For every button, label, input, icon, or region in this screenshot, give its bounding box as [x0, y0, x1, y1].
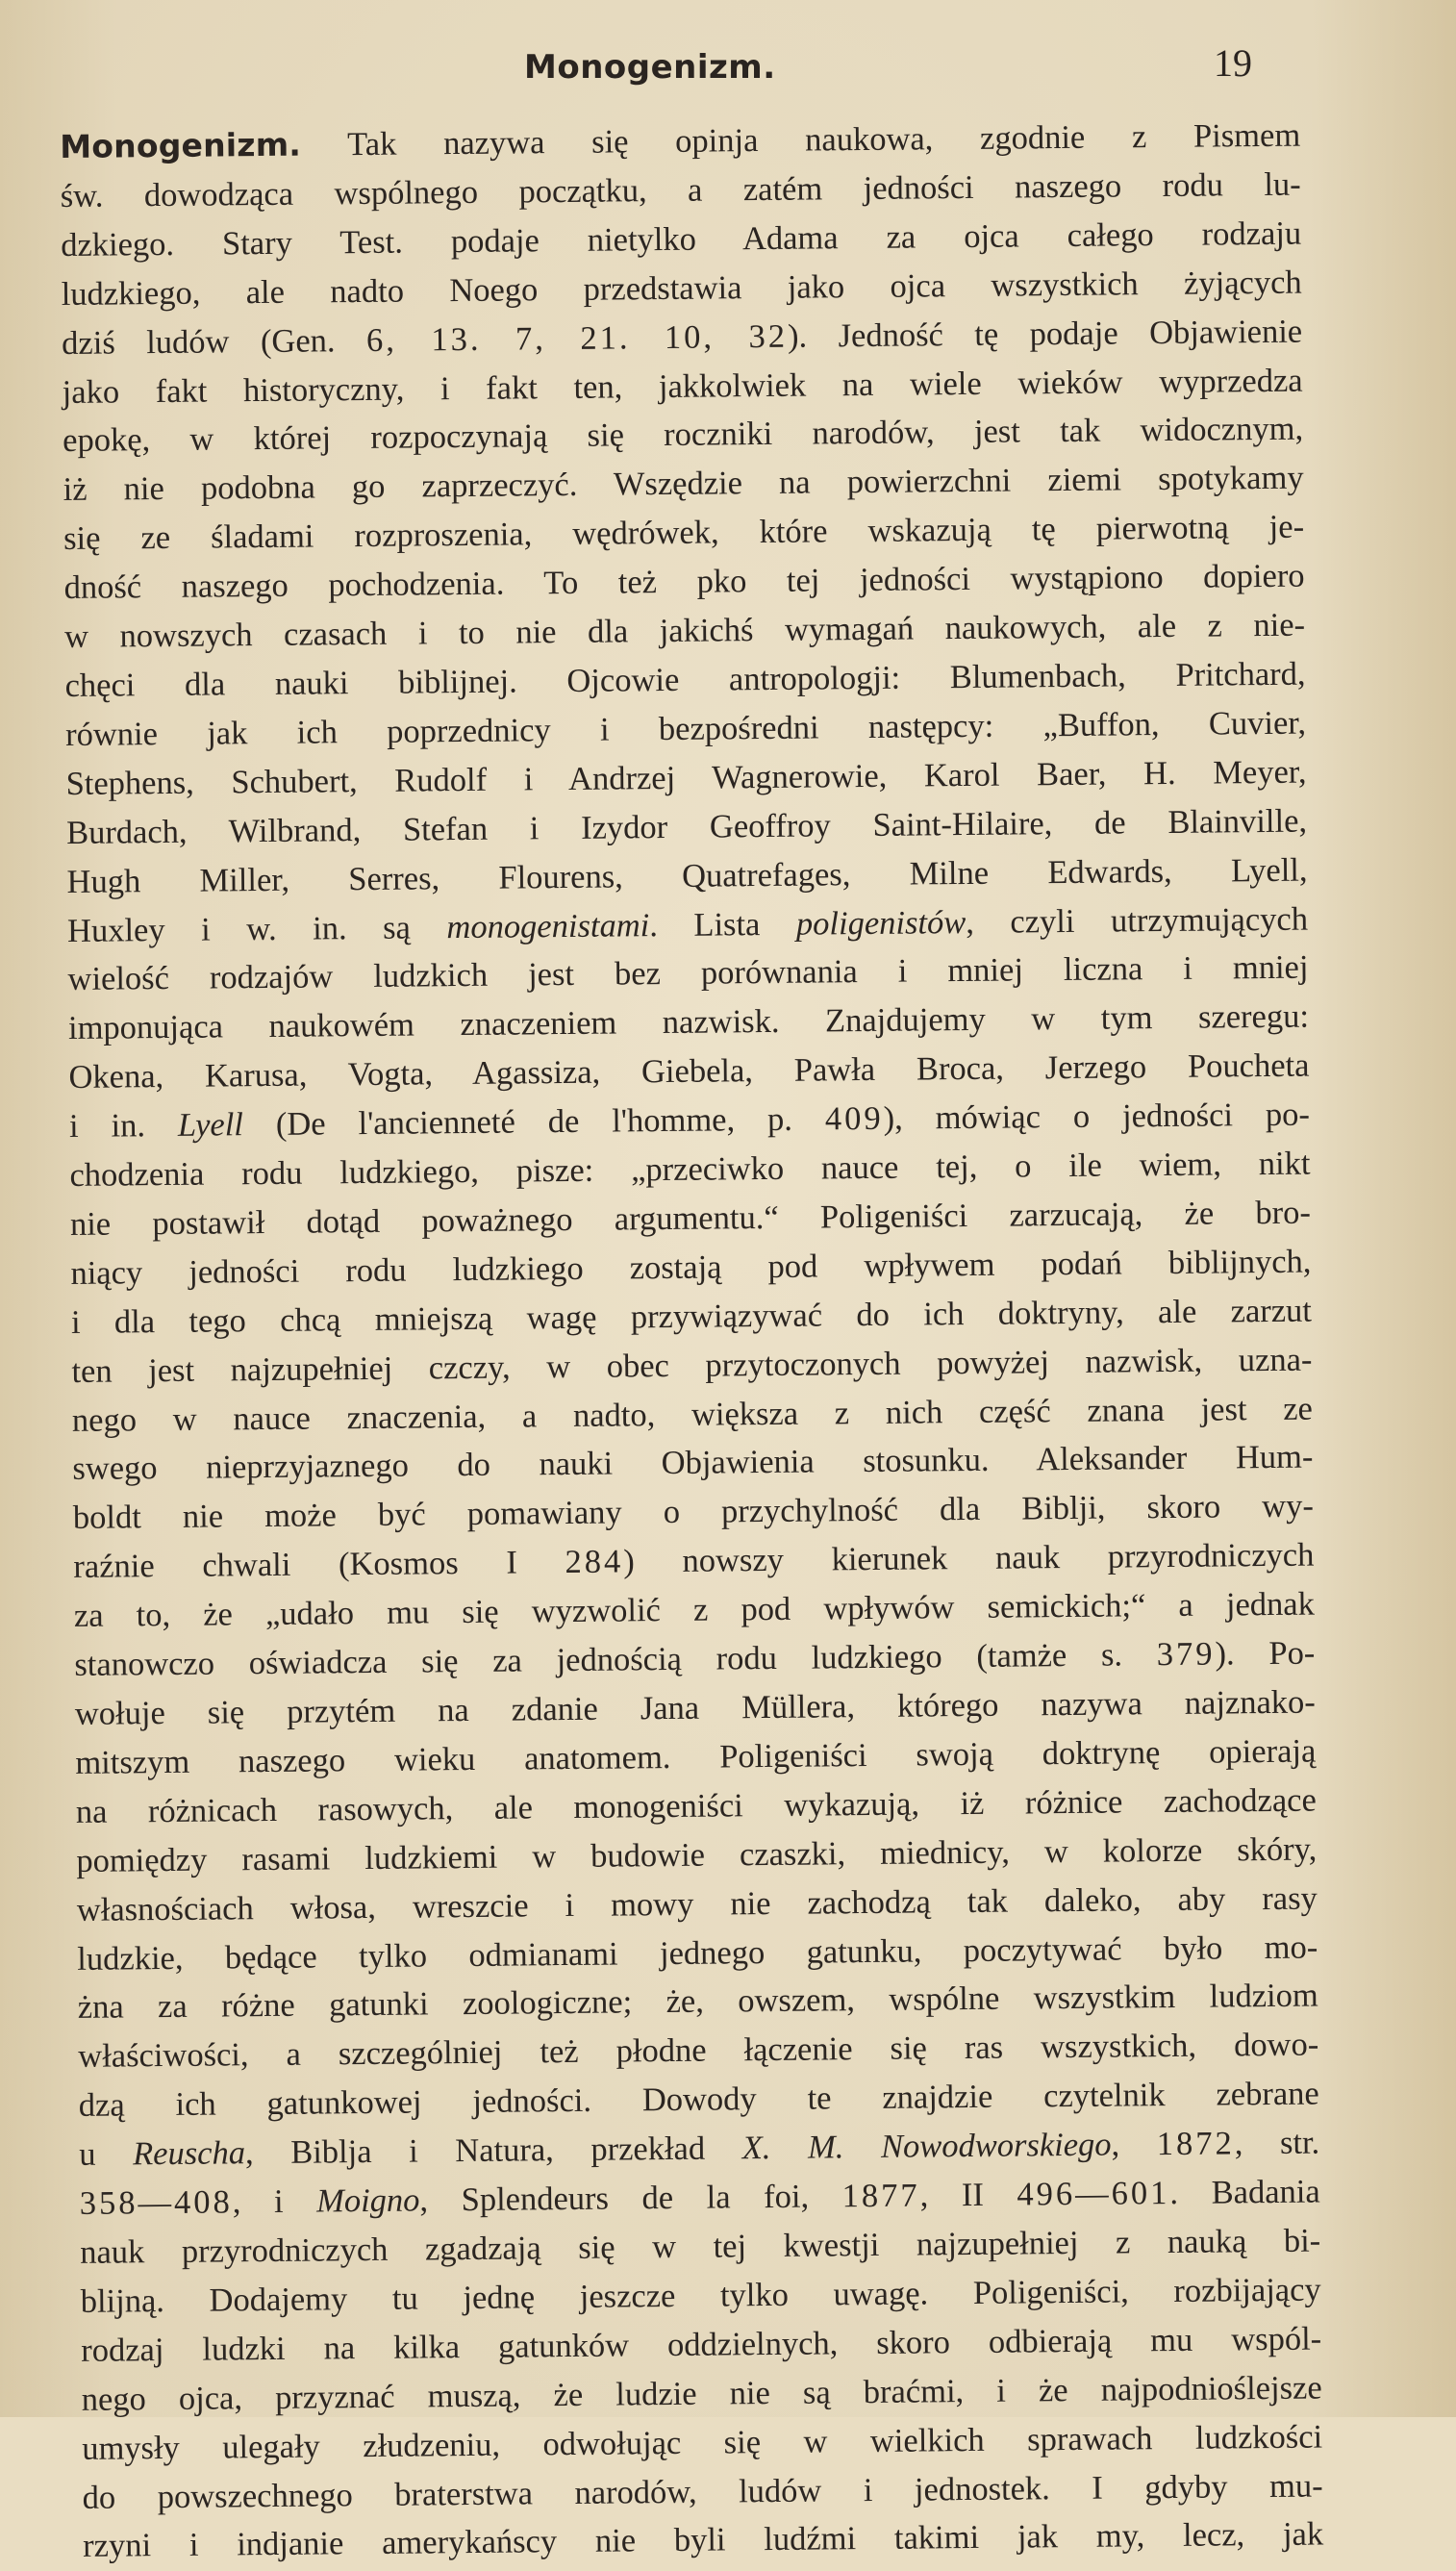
text-segment: chęci dla nauki biblijnej. Ojcowie antropologji: Blumenbach, Pritchard,: [64, 655, 1306, 704]
italic-text: Lyell: [177, 1106, 244, 1144]
text-segment: , II: [919, 2176, 1017, 2214]
text-segment: chodzenia rodu ludzkiego, pisze: „przeciwko nauce tej, o ile wiem, nikt: [69, 1145, 1311, 1194]
text-segment: 284: [565, 1543, 624, 1581]
text-segment: właściwości, a szczególniej też płodne łączenie się ras wszystkich, dowo-: [78, 2026, 1319, 2076]
text-segment: Burdach, Wilbrand, Stefan i Izydor Geoffroy Saint-Hilaire, de Blainville,: [65, 802, 1308, 851]
text-segment: ten jest najzupełniej czczy, w obec przytoczonych powyżej nazwisk, uzna-: [71, 1341, 1313, 1390]
text-segment: św. dowodząca wspólnego początku, a zatém jedności naszego rodu lu-: [60, 165, 1301, 214]
text-segment: się ze śladami rozproszenia, wędrówek, które wskazują tę pierwotną je-: [63, 508, 1305, 558]
text-segment: , str.: [1234, 2124, 1320, 2162]
text-segment: ). Po-: [1215, 1634, 1316, 1673]
text-segment: za to, że „udało mu się wyzwolić z pod wpływów semickich;“ a jednak: [73, 1585, 1316, 1635]
text-segment: równie jak ich poprzednicy i bezpośredni następcy: „Buffon, Cuvier,: [64, 704, 1307, 753]
text-segment: , Biblja i Natura, przekład: [244, 2130, 742, 2172]
text-segment: blijną. Dodajemy tu jednę jeszcze tylko uwagę. Poligeniści, rozbijający: [80, 2271, 1321, 2320]
text-segment: umysły ulegały złudzeniu, odwołując się w wielkich sprawach ludzkości: [82, 2418, 1323, 2467]
text-segment: pomiędzy rasami ludzkiemi w budowie czaszki, miednicy, w kolorze skóry,: [76, 1830, 1318, 1879]
text-segment: Okena, Karusa, Vogta, Agassiza, Giebela, Pawła Broca, Jerzego Poucheta: [68, 1046, 1310, 1096]
running-head: Monogenizm.: [524, 48, 776, 87]
text-segment: Stephens, Schubert, Rudolf i Andrzej Wagnerowie, Karol Baer, H. Meyer,: [65, 753, 1307, 802]
text-segment: 496—601: [1017, 2175, 1170, 2213]
text-segment: Tak nazywa się opinja naukowa, zgodnie z Pismem: [346, 116, 1301, 164]
italic-text: Reuscha: [132, 2134, 246, 2173]
text-segment: i dla tego chcą mniejszą wagę przywiązywać do ich doktryny, ale zarzut: [70, 1292, 1313, 1341]
text-segment: jako fakt historyczny, i fakt ten, jakkolwiek na wiele wieków wyprzedza: [62, 362, 1303, 411]
text-segment: rzyni i indjanie amerykańscy nie byli ludźmi takimi jak my, lecz, jak: [83, 2515, 1324, 2565]
entry-heading: Monogenizm.: [60, 125, 302, 165]
text-segment: 409: [824, 1099, 884, 1138]
text-segment: własnościach włosa, wreszcie i mowy nie zachodzą tak daleko, aby rasy: [76, 1879, 1318, 1928]
italic-text: monogenistami: [446, 906, 650, 945]
text-segment: . Lista: [649, 905, 797, 944]
text-segment: dność naszego pochodzenia. To też pko tej jedności wystąpiono dopiero: [63, 557, 1305, 607]
text-segment: ) nowszy kierunek nauk przyrodniczych: [623, 1536, 1315, 1580]
text-segment: Hugh Miller, Serres, Flourens, Quatrefages, Milne Edwards, Lyell,: [66, 851, 1308, 900]
text-segment: , czyli utrzymujących: [966, 900, 1309, 941]
text-segment: dzą ich gatunkowej jedności. Dowody te znajdzie czytelnik zebrane: [78, 2075, 1319, 2125]
text-segment: w nowszych czasach i to nie dla jakichś wymagań naukowych, ale z nie-: [63, 606, 1306, 656]
text-segment: żna za różne gatunki zoologiczne; że, owszem, wspólne wszystkim ludziom: [77, 1977, 1318, 2027]
text-segment: ), mówiąc o jedności po-: [883, 1096, 1311, 1137]
page-number: 19: [1214, 41, 1252, 85]
entry-text: [60, 112, 1323, 2571]
text-segment: wielość rodzajów ludzkich jest bez porównania i mniej liczna i mniej: [67, 948, 1309, 998]
text-segment: (De l'ancienneté de l'homme, p.: [242, 1100, 826, 1144]
text-segment: boldt nie może być pomawiany o przychylność dla Biblji, skoro wy-: [72, 1487, 1315, 1537]
text-segment: mitszym naszego wieku anatomem. Poligeniści swoją doktrynę opierają: [75, 1732, 1317, 1781]
text-segment: 6, 13. 7, 21. 10, 32: [365, 317, 789, 359]
text-segment: , i: [232, 2182, 317, 2221]
text-segment: do powszechnego braterstwa narodów, ludów i jednostek. I gdyby mu-: [82, 2467, 1323, 2516]
text-segment: nauk przyrodniczych zgadzają się w tej kwestji najzupełniej z nauką bi-: [80, 2222, 1321, 2271]
text-segment: dzkiego. Stary Test. podaje nietylko Adama za ojca całego rodzaju: [61, 214, 1302, 264]
text-segment: u: [79, 2135, 134, 2174]
text-segment: i in.: [68, 1106, 179, 1146]
text-segment: . Badania: [1169, 2173, 1320, 2212]
italic-text: X. M. Nowodworskiego: [741, 2126, 1112, 2167]
text-segment: iż nie podobna go zaprzeczyć. Wszędzie na powierzchni ziemi spotykamy: [63, 459, 1304, 509]
text-segment: nego w nauce znaczenia, a nadto, większa z nich część znana jest ze: [71, 1390, 1314, 1439]
text-segment: ,: [1111, 2126, 1157, 2163]
text-segment: swego nieprzyjaznego do nauki Objawienia stosunku. Aleksander Hum-: [72, 1439, 1314, 1488]
text-segment: 379: [1156, 1635, 1216, 1674]
text-segment: nego ojca, przyznać muszą, że ludzie nie są braćmi, i że najpodnioślejsze: [81, 2369, 1322, 2418]
text-segment: imponująca naukowém znaczeniem nazwisk. Znajdujemy w tym szeregu:: [67, 997, 1310, 1047]
text-segment: nie postawił dotąd poważnego argumentu.“ Poligeniści zarzucają, że bro-: [69, 1194, 1312, 1243]
text-segment: ). Jedność tę podaje Objawienie: [787, 313, 1303, 355]
text-segment: epokę, w której rozpoczynają się roczniki narodów, jest tak widocznym,: [62, 411, 1304, 460]
text-segment: ludzkie, będące tylko odmianami jednego gatunku, poczytywać było mo-: [77, 1928, 1318, 1978]
text-segment: dziś ludów (Gen.: [62, 321, 367, 362]
text-segment: ludzkiego, ale nadto Noego przedstawia jako ojca wszystkich żyjących: [61, 264, 1302, 313]
text-segment: , Splendeurs de la foi,: [419, 2178, 842, 2219]
text-segment: na różnicach rasowych, ale monogeniści wykazują, iż różnice zachodzące: [75, 1781, 1317, 1830]
text-segment: niący jedności rodu ludzkiego zostają pod wpływem podań biblijnych,: [70, 1243, 1312, 1292]
page-header: [0, 41, 1456, 106]
text-segment: rodzaj ludzki na kilka gatunków oddzielnych, skoro odbierają mu wspól-: [81, 2320, 1322, 2369]
text-segment: 358—408: [79, 2183, 233, 2222]
text-segment: Huxley i w. in. są: [66, 908, 447, 949]
text-segment: wołuje się przytém na zdanie Jana Müllera, którego nazywa najznako-: [74, 1683, 1317, 1732]
italic-text: Moigno: [315, 2181, 420, 2220]
text-segment: 1877: [841, 2177, 920, 2215]
italic-text: poligenistów: [795, 903, 966, 943]
text-segment: raźnie chwali (Kosmos I: [73, 1544, 565, 1586]
text-segment: 1872: [1156, 2125, 1235, 2163]
text-segment: stanowczo oświadcza się za jednością rodu ludzkiego (tamże s.: [74, 1636, 1157, 1684]
